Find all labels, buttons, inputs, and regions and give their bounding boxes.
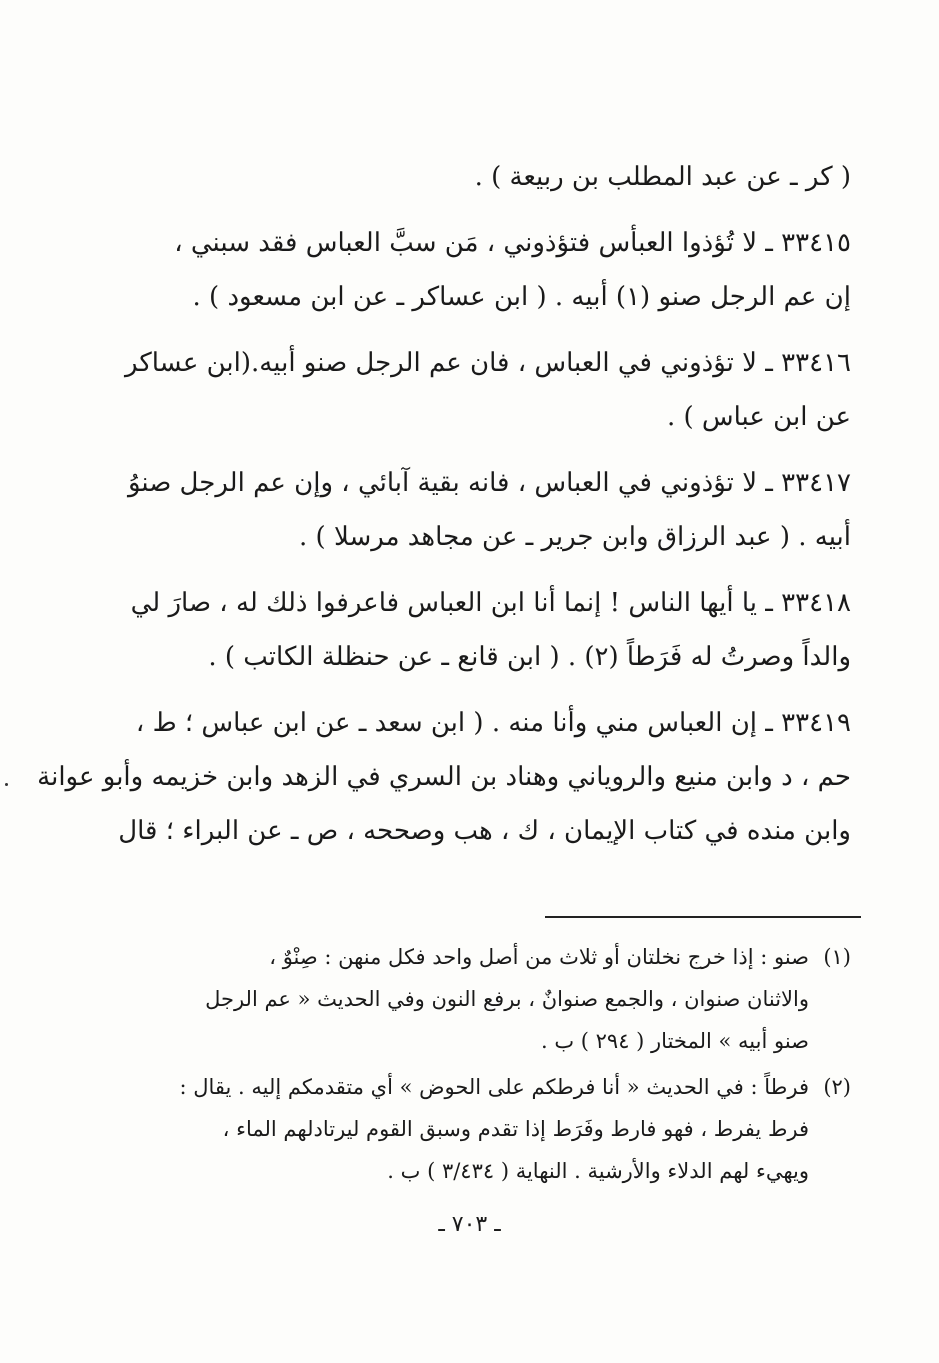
footnote-body (180, 1066, 810, 1192)
main-text (37, 150, 851, 870)
hadith-33419 (37, 696, 851, 858)
footnote-line: فرط يفرط ، فهو فارط وفَرَط إذا تقدم وسبق القوم ليرتادلهم الماء ، (222, 1117, 809, 1141)
hadith-33415 (139, 216, 851, 324)
text-line: ٣٣٤١٨ ـ يا أيها الناس ! إنما أنا ابن العباس فاعرفوا ذلك له ، صارَ لي (130, 588, 851, 618)
footnote-line: ويهيء لهم الدلاء والأرشية . النهاية ( ٣/٤٣٤ ) ب . (387, 1159, 809, 1183)
text-line: حم ، د وابن منيع والروياني وهناد بن السري في الزهد وابن خزيمه وأبو عوانة (37, 762, 851, 792)
text-line: ٣٣٤١٥ ـ لا تُؤذوا العبأس فتؤذوني ، مَن سبَّ العباس فقد سبني ، (174, 228, 851, 258)
footnote-line: والاثنان صنوان ، والجمع صنوانٌ ، برفع النون وفي الحديث « عم الرجل (205, 987, 809, 1011)
hadith-33418 (130, 576, 851, 684)
text-line: عن ابن عباس ) . (666, 402, 851, 432)
paragraph-citation (139, 150, 851, 204)
text-line: ٣٣٤١٧ ـ لا تؤذوني في العباس ، فانه بقية آبائي ، وإن عم الرجل صنوُ (127, 468, 851, 498)
scan-speck (5, 783, 8, 786)
hadith-33417 (127, 456, 851, 564)
footnote-number: (١) (823, 945, 851, 969)
footnote-number: (٢) (823, 1075, 851, 1099)
footnote-divider (545, 916, 861, 918)
footnote-2 (139, 1066, 851, 1192)
text-line: أبيه . ( عبد الرزاق وابن جرير ـ عن مجاهد مرسلا ) . (299, 522, 851, 552)
text-line: ٣٣٤١٦ ـ لا تؤذوني في العباس ، فان عم الرجل صنو أبيه.(ابن عساكر (125, 348, 851, 378)
footnote-1 (139, 936, 851, 1062)
footnotes (139, 936, 851, 1196)
text-line: والداً وصرتُ له فَرَطاً (٢) . ( ابن قانع ـ عن حنظلة الكاتب ) . (208, 642, 851, 672)
footnote-line: صنو أبيه » المختار ( ٢٩٤ ) ب . (540, 1029, 809, 1053)
footnote-body (205, 936, 809, 1062)
hadith-33416 (125, 336, 851, 444)
text-line: إن عم الرجل صنو (١) أبيه . ( ابن عساكر ـ عن ابن مسعود ) . (192, 282, 851, 312)
text-line: ٣٣٤١٩ ـ إن العباس مني وأنا منه . ( ابن سعد ـ عن ابن عباس ؛ ط ، (135, 708, 851, 738)
footnote-line: صنو : إذا خرج نخلتان أو ثلاث من أصل واحد فكل منهن : صِنْوٌ ، (269, 945, 809, 969)
footnote-line: فرطاً : في الحديث « أنا فرطكم على الحوض » أي متقدمكم إليه . يقال : (179, 1075, 809, 1099)
text-line: وابن منده في كتاب الإيمان ، ك ، هب وصححه ، ص ـ عن البراء ؛ قال (118, 816, 851, 846)
text-line: ( كر ـ عن عبد المطلب بن ربيعة ) . (474, 162, 851, 192)
page-number: ـ ٧٠٣ ـ (438, 1212, 501, 1237)
